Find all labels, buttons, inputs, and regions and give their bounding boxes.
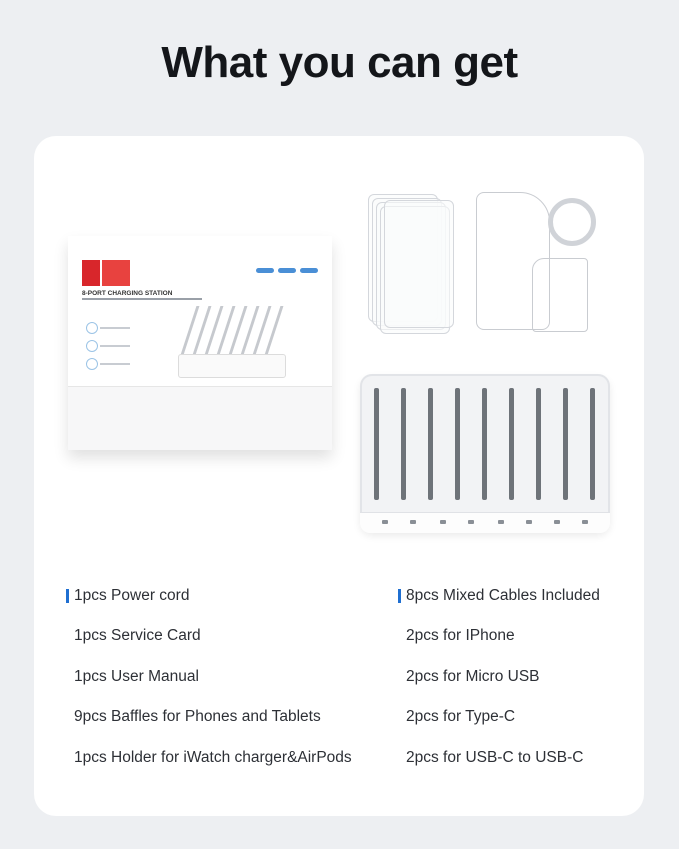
contents-card: 8-PORT CHARGING STATION 1pcs Power cord 1pcs Service Card 1pcs User Manual 9pcs Baffles for Phones and Tablets 1pcs Holder for iWatch charger&AirPods 8pcs Mixed Cables Included 2pcs for IPhone 2pcs for Micro USB 2pcs for Type-C 2pcs for USB-C to USB-C [34, 136, 644, 816]
brand-logo [82, 260, 100, 286]
box-heading: 8-PORT CHARGING STATION [82, 290, 173, 297]
page-title: What you can get [161, 38, 518, 87]
product-box-image [68, 236, 332, 450]
accent-bar [66, 589, 69, 603]
charging-station-image [360, 374, 610, 532]
accent-bar [398, 589, 401, 603]
